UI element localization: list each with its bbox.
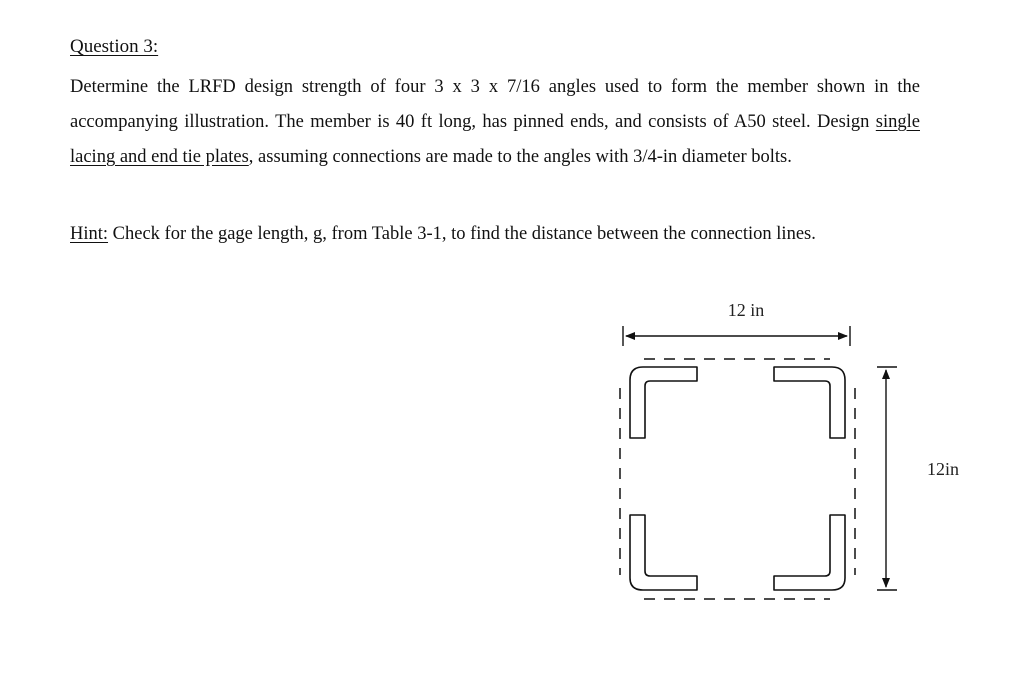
hint-line xyxy=(70,224,816,245)
angle-bottom-right xyxy=(774,515,845,590)
angle-bottom-left xyxy=(630,515,697,590)
angle-top-right xyxy=(774,367,845,438)
width-dimension xyxy=(623,300,850,346)
angle-top-left xyxy=(630,367,697,438)
lacing-lines xyxy=(620,359,855,599)
question-title: Question 3: xyxy=(70,36,159,57)
question-body-part1: Determine the LRFD design strength of four 3 x 3 x 7/16 angles used to form the member shown in the accompanying illustration. The member is 40 ft long, has pinned ends, and consists of A50 steel. Design xyxy=(70,77,920,132)
hint-text: Check for the gage length, g, from Table 3-1, to find the distance between the connection lines. xyxy=(108,224,816,244)
question-body-underlined: single lacing and end tie plates xyxy=(70,112,920,167)
hint-label: Hint: xyxy=(70,224,109,244)
height-dimension xyxy=(877,367,959,590)
question-body xyxy=(70,70,920,175)
width-label: 12 in xyxy=(727,300,765,320)
angles xyxy=(630,367,845,590)
question-body-part2: , assuming connections are made to the angles with 3/4-in diameter bolts. xyxy=(248,147,792,167)
height-label: 12in xyxy=(926,459,960,479)
